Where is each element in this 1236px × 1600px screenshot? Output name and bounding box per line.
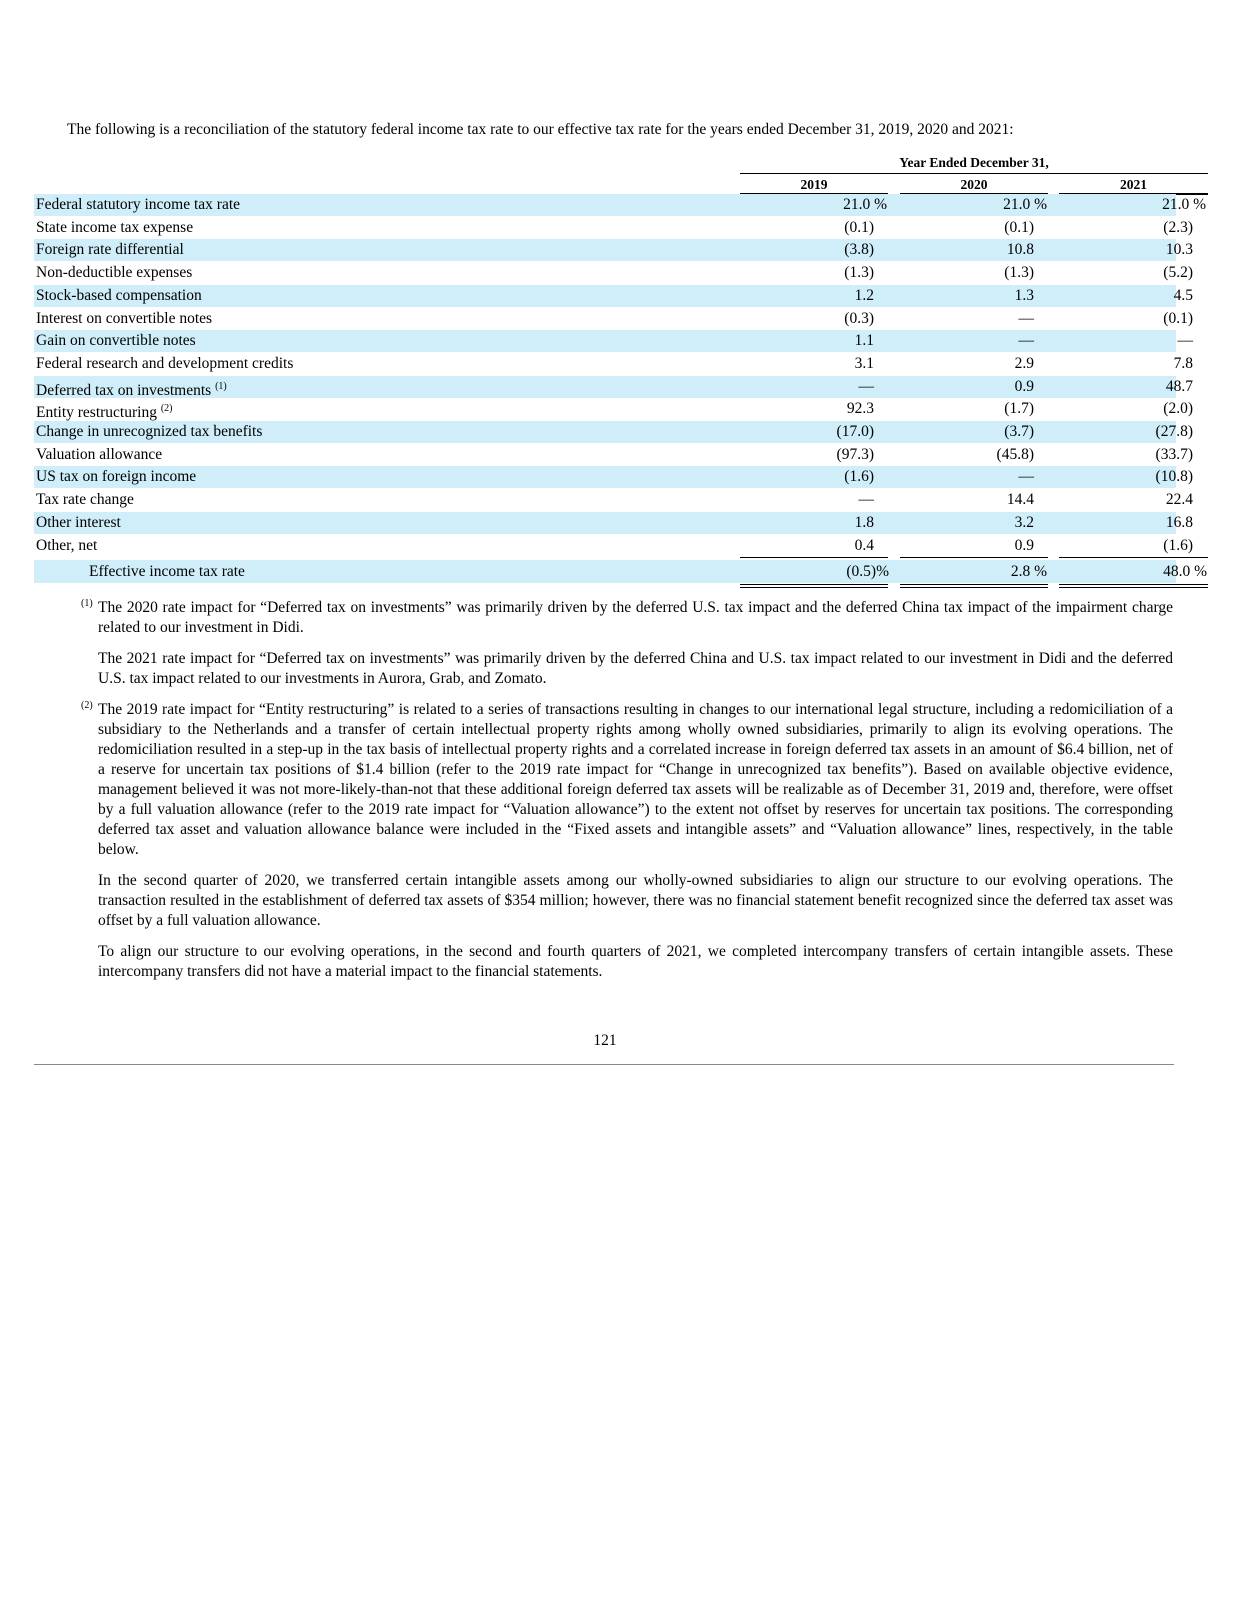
cell-2019: 1.2 bbox=[854, 286, 874, 304]
footnote-2-continued-b bbox=[98, 942, 1173, 982]
row-label bbox=[36, 421, 262, 443]
table-row bbox=[34, 535, 1193, 557]
cell-2021: (33.7) bbox=[1155, 445, 1193, 463]
cell-2021: 4.5 bbox=[1173, 286, 1193, 304]
double-rule-2020-b bbox=[900, 587, 1048, 588]
cell-2019: 92.3 bbox=[846, 400, 874, 418]
footer-rule bbox=[34, 1064, 1174, 1065]
table-row bbox=[34, 398, 1193, 422]
cell-2019: (17.0) bbox=[836, 423, 874, 440]
cell-2019: — bbox=[858, 491, 874, 509]
row-label bbox=[36, 444, 162, 466]
footnote-text: In the second quarter of 2020, we transferred certain intangible assets among our wholly-owned subsidiaries to align our structure to our evolving operations. The transaction resulted in the establishment of deferred tax assets of $354 million; however, there was no financial statement benefit recognized since the deferred tax asset was offset by a full valuation allowance. bbox=[98, 872, 1173, 929]
cell-2020: (45.8) bbox=[996, 445, 1034, 463]
footnote-marker: (2) bbox=[81, 700, 93, 711]
cell-2020: 2.8 % bbox=[1010, 563, 1047, 580]
subtotal-rule-2020 bbox=[900, 557, 1048, 558]
cell-2019: 0.4 bbox=[854, 536, 874, 554]
cell-2021: 10.3 bbox=[1165, 241, 1193, 259]
year-header-2020: 2020 bbox=[960, 177, 988, 192]
row-label-text: Deferred tax on investments bbox=[36, 381, 212, 399]
cell-2021: 7.8 bbox=[1173, 354, 1193, 372]
cell-2019: 21.0 % bbox=[843, 196, 887, 213]
cell-2019: (1.6) bbox=[844, 468, 874, 486]
row-label-text: Federal statutory income tax rate bbox=[36, 196, 241, 213]
table-row bbox=[34, 194, 1206, 216]
cell-2019: 1.8 bbox=[854, 513, 874, 531]
cell-2020: 1.3 bbox=[1014, 286, 1034, 304]
footnote-1-continued bbox=[98, 649, 1173, 689]
cell-2021: (2.0) bbox=[1163, 400, 1193, 418]
footnotes bbox=[81, 598, 1173, 993]
table-row bbox=[34, 330, 1193, 352]
table-row bbox=[34, 239, 1193, 261]
cell-2019: 1.1 bbox=[854, 332, 874, 350]
row-label bbox=[36, 217, 193, 239]
row-label-text: Stock-based compensation bbox=[36, 286, 202, 304]
cell-2021: (0.1) bbox=[1163, 309, 1193, 327]
cell-2020: — bbox=[1018, 332, 1034, 350]
double-rule-2019-a bbox=[740, 584, 888, 585]
header-rule bbox=[740, 173, 1208, 174]
cell-2019: (0.3) bbox=[844, 309, 874, 327]
footnote-text: To align our structure to our evolving operations, in the second and fourth quarters of 2021, we completed intercompany transfers of certain intangible assets. These intercompany transfers did not have a material impact to the financial statements. bbox=[98, 943, 1173, 980]
cell-2019: (97.3) bbox=[836, 445, 874, 463]
cell-2019: (1.3) bbox=[844, 264, 874, 282]
footnote-text: The 2019 rate impact for “Entity restructuring” is related to a series of transactions resulting in changes to our international legal structure, including a redomiciliation of a subsidiary to the Netherlands and a transfer of certain intellectual property rights among wholly owned subsidiaries, primarily to align its evolving operations. The redomiciliation resulted in a step-up in the tax basis of intellectual property rights and a correlated increase in foreign deferred tax assets in an amount of $6.4 billion, net of a reserve for uncertain tax positions of $1.4 billion (refer to the 2019 rate impact for “Change in unrecognized tax benefits”). Based on available objective evidence, management believed it was not more-likely-than-not that these additional foreign deferred tax assets will be realizable as of December 31, 2019 and, therefore, were offset by a full valuation allowance (refer to the 2019 rate impact for “Valuation allowance”) to the extent not offset by reserves for uncertain tax positions. The corresponding deferred tax asset and valuation allowance balance were included in the “Fixed assets and intangible assets” and “Valuation allowance” lines, respectively, in the table below. bbox=[98, 701, 1173, 858]
footnote-1 bbox=[81, 598, 1173, 638]
row-label bbox=[36, 535, 97, 557]
cell-2020: 14.4 bbox=[1006, 491, 1034, 509]
intro-paragraph: The following is a reconciliation of the statutory federal income tax rate to our effective tax rate for the years ended December 31, 2019, 2020 and 2021: bbox=[67, 121, 1014, 138]
row-label-text: Tax rate change bbox=[36, 491, 134, 509]
footnote-2 bbox=[81, 700, 1173, 860]
cell-2020: (0.1) bbox=[1004, 218, 1034, 236]
row-label-text: US tax on foreign income bbox=[36, 468, 197, 486]
cell-2020: (1.3) bbox=[1004, 264, 1034, 282]
row-label bbox=[36, 489, 134, 511]
row-label bbox=[36, 239, 184, 261]
row-label bbox=[36, 466, 196, 488]
row-label-text: Foreign rate differential bbox=[36, 241, 184, 259]
cell-2021: (5.2) bbox=[1163, 264, 1193, 282]
row-label bbox=[36, 308, 212, 330]
footnote-2-continued-a bbox=[98, 871, 1173, 931]
footnote-reference: (1) bbox=[215, 380, 227, 392]
subtotal-rule-2021 bbox=[1059, 557, 1208, 558]
row-label-text: Valuation allowance bbox=[36, 445, 163, 463]
table-row bbox=[34, 512, 1193, 534]
cell-2020: 10.8 bbox=[1006, 241, 1034, 259]
table-row bbox=[34, 421, 1193, 443]
row-label-text: Non-deductible expenses bbox=[36, 264, 193, 282]
cell-2019: 3.1 bbox=[854, 354, 874, 372]
double-rule-2019-b bbox=[740, 587, 888, 588]
cell-2021: 22.4 bbox=[1165, 491, 1193, 509]
cell-2020: — bbox=[1018, 468, 1034, 486]
row-label-text: Entity restructuring bbox=[36, 404, 157, 422]
cell-2020: 2.9 bbox=[1014, 354, 1034, 372]
table-row bbox=[34, 308, 1193, 330]
cell-2021: (27.8) bbox=[1155, 423, 1193, 440]
table-row bbox=[34, 262, 1193, 284]
cell-2020: (1.7) bbox=[1004, 400, 1034, 418]
footnote-text: The 2020 rate impact for “Deferred tax on investments” was primarily driven by the deferred U.S. tax impact and the deferred China tax impact of the impairment charge related to our investment in Didi. bbox=[98, 599, 1173, 636]
cell-2021: 21.0 % bbox=[1162, 196, 1206, 213]
page-number: 121 bbox=[593, 1032, 617, 1049]
cell-2021: 48.7 bbox=[1165, 377, 1193, 395]
subtotal-rule-2019 bbox=[740, 557, 888, 558]
footnote-reference: (2) bbox=[160, 403, 173, 415]
cell-2021: 48.0 % bbox=[1163, 563, 1207, 580]
row-label: Effective income tax rate bbox=[89, 563, 245, 580]
row-label-text: Federal research and development credits bbox=[36, 354, 294, 372]
cell-2021: (2.3) bbox=[1163, 218, 1193, 236]
cell-2020: — bbox=[1018, 309, 1034, 327]
year-header-2021: 2021 bbox=[1120, 177, 1147, 192]
table-row bbox=[34, 489, 1193, 511]
table-row bbox=[34, 217, 1193, 239]
row-label bbox=[36, 353, 293, 375]
cell-2021: — bbox=[1177, 332, 1193, 350]
cell-2019: (3.8) bbox=[844, 241, 874, 259]
cell-2019: (0.5)% bbox=[846, 563, 889, 580]
table-row-total bbox=[34, 560, 1207, 583]
cell-2019: — bbox=[858, 377, 874, 395]
table-row bbox=[34, 444, 1193, 466]
cell-2019: (0.1) bbox=[844, 218, 874, 236]
row-label-text: Other interest bbox=[36, 513, 121, 531]
period-header: Year Ended December 31, bbox=[899, 155, 1049, 170]
double-rule-2021-a bbox=[1059, 584, 1208, 585]
row-label bbox=[36, 330, 196, 352]
year-header-2019: 2019 bbox=[800, 177, 828, 192]
table-row bbox=[34, 353, 1193, 375]
cell-2021: (1.6) bbox=[1163, 536, 1193, 554]
row-label-text: Change in unrecognized tax benefits bbox=[36, 423, 263, 440]
footnote-text: The 2021 rate impact for “Deferred tax on investments” was primarily driven by the deferred China and U.S. tax impact related to our investment in Didi and the deferred U.S. tax impact related to our investments in Aurora, Grab, and Zomato. bbox=[98, 650, 1173, 687]
row-label bbox=[36, 194, 240, 216]
cell-2020: 0.9 bbox=[1014, 377, 1034, 395]
cell-2020: (3.7) bbox=[1004, 423, 1034, 440]
footnote-marker: (1) bbox=[81, 598, 93, 609]
row-label-text: Gain on convertible notes bbox=[36, 332, 196, 350]
cell-2020: 0.9 bbox=[1014, 536, 1034, 554]
cell-2021: 16.8 bbox=[1165, 513, 1193, 531]
cell-2021: (10.8) bbox=[1155, 468, 1193, 486]
table-row bbox=[34, 285, 1193, 307]
double-rule-2020-a bbox=[900, 584, 1048, 585]
row-label bbox=[36, 262, 192, 284]
table-row bbox=[34, 376, 1193, 399]
cell-2020: 21.0 % bbox=[1003, 196, 1047, 213]
row-label bbox=[36, 285, 202, 307]
table-row bbox=[34, 466, 1193, 488]
row-label-text: Other, net bbox=[36, 536, 98, 554]
row-label-text: State income tax expense bbox=[36, 218, 194, 236]
cell-2020: 3.2 bbox=[1014, 513, 1034, 531]
row-label-text: Interest on convertible notes bbox=[36, 309, 213, 327]
double-rule-2021-b bbox=[1059, 587, 1208, 588]
row-label bbox=[36, 512, 121, 534]
